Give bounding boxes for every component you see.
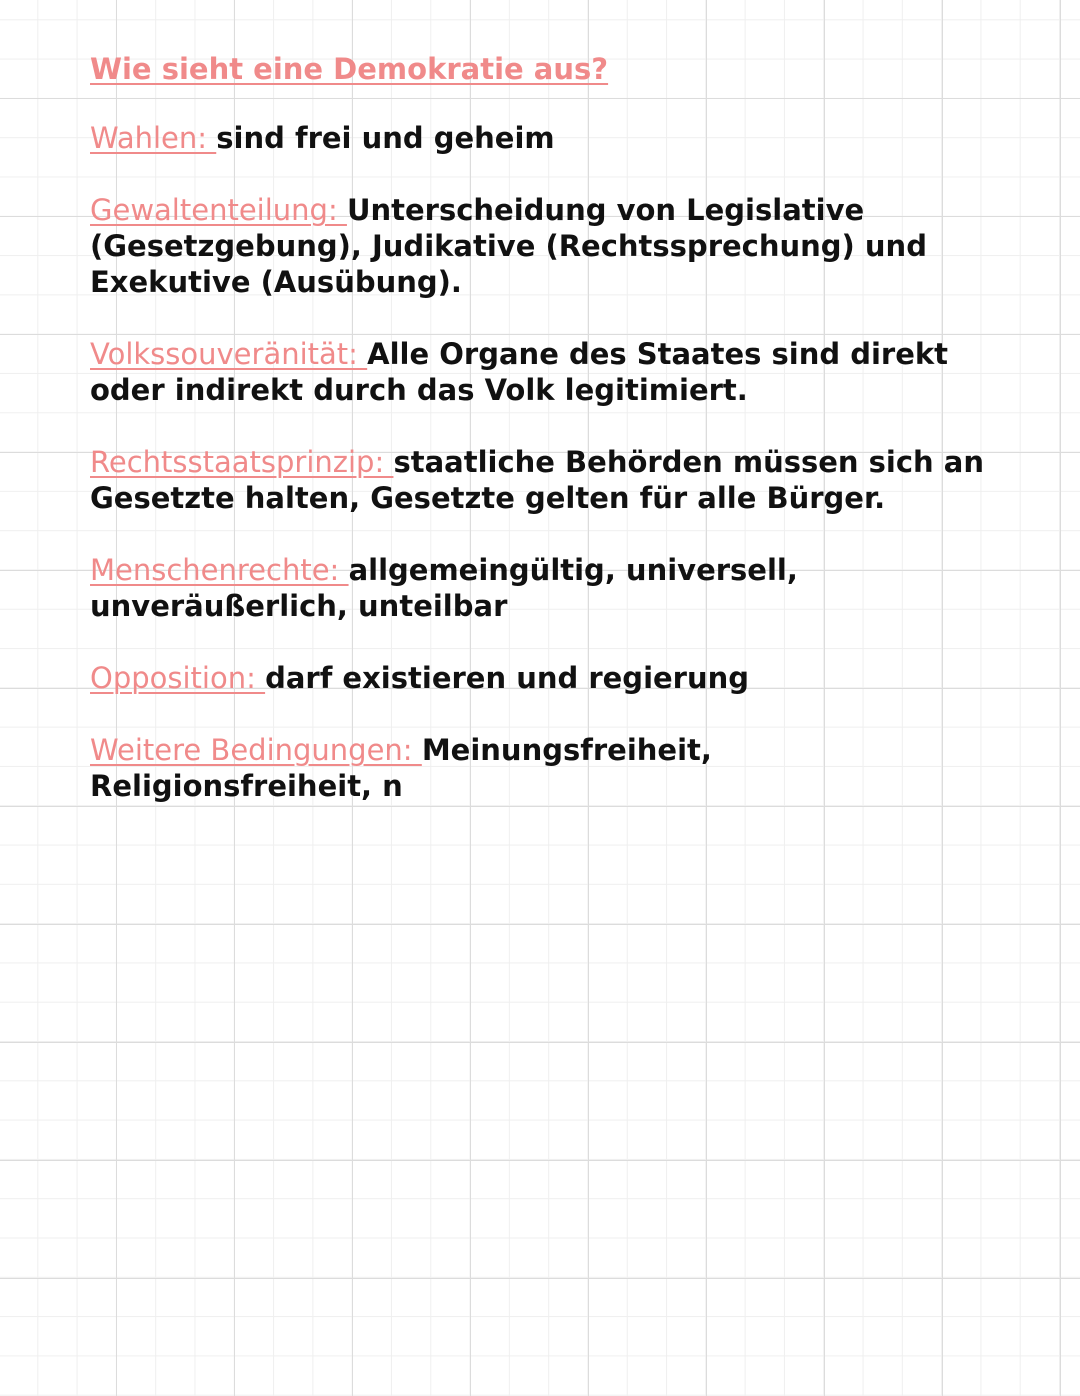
term-label: Gewaltenteilung: <box>90 193 347 227</box>
entry-volkssouveraenitaet <box>90 336 990 408</box>
term-label: Volkssouveränität: <box>90 337 368 371</box>
entry-menschenrechte <box>90 552 990 624</box>
term-definition: Alle Organe des Staates sind direkt oder indirekt durch das Volk legitimiert. <box>90 337 949 407</box>
entry-gewaltenteilung <box>90 192 990 300</box>
term-label: Wahlen: <box>90 121 217 155</box>
term-definition: darf existieren und regierung <box>265 661 750 695</box>
entry-wahlen <box>90 120 990 156</box>
note-page <box>90 50 990 840</box>
term-label: Opposition: <box>90 661 266 695</box>
term-label: Menschenrechte: <box>90 553 349 587</box>
entry-opposition <box>90 660 990 696</box>
page-title: Wie sieht eine Demokratie aus? <box>90 52 609 86</box>
term-label: Rechtsstaatsprinzip: <box>90 445 394 479</box>
term-definition: Meinungsfreiheit, Religionsfreiheit, n <box>90 733 712 803</box>
term-definition: allgemeingültig, universell, unveräußerlich, unteilbar <box>90 553 798 623</box>
term-label: Weitere Bedingungen: <box>90 733 422 767</box>
term-definition: staatliche Behörden müssen sich an Gesetzte halten, Gesetzte gelten für alle Bürger. <box>90 445 985 515</box>
entry-weitere-bedingungen <box>90 732 990 804</box>
entry-rechtsstaatsprinzip <box>90 444 990 516</box>
term-definition: Unterscheidung von Legislative (Gesetzgebung), Judikative (Rechtssprechung) und Exekutive (Ausübung). <box>90 193 927 299</box>
term-definition: sind frei und geheim <box>216 121 555 155</box>
